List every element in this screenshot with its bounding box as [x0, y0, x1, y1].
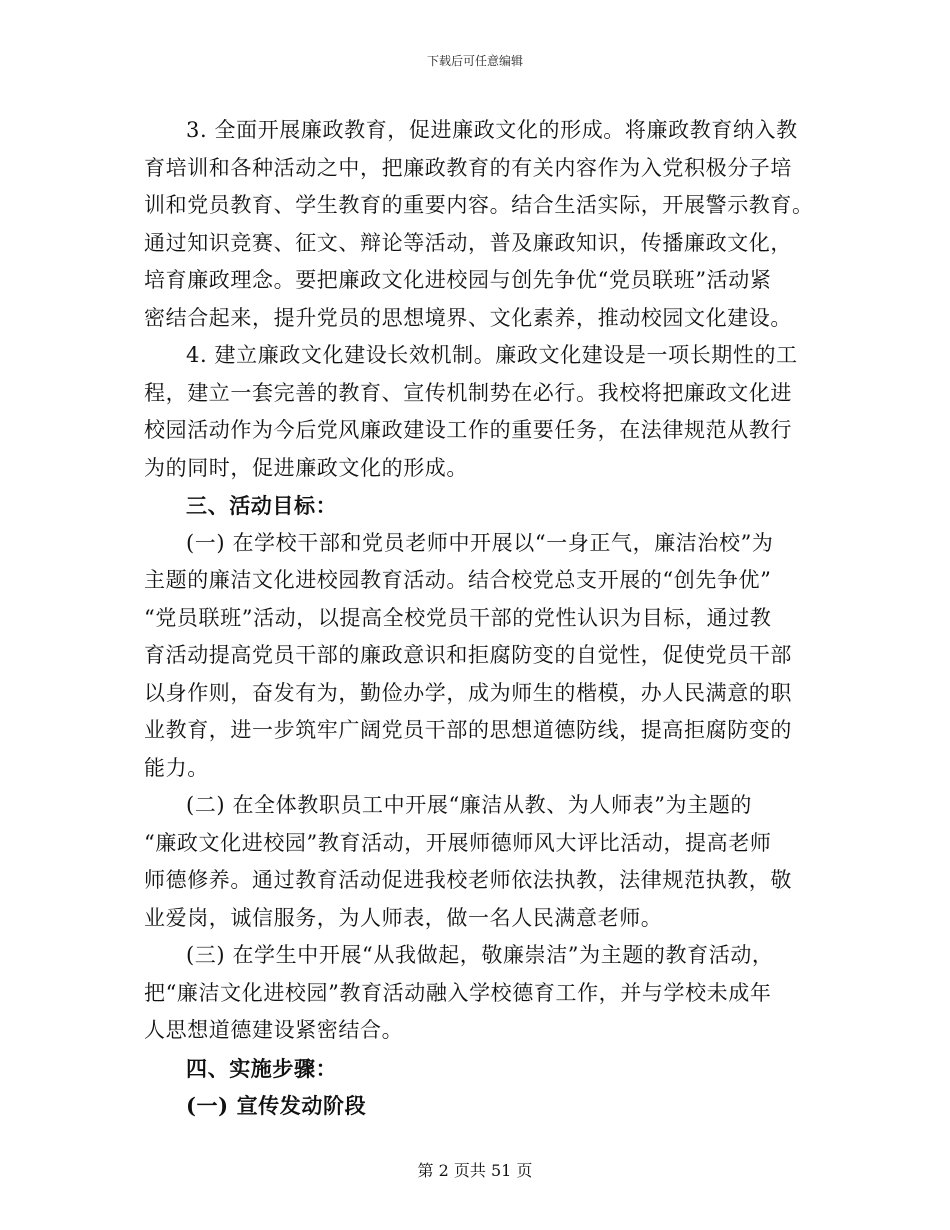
text-line: 师德修养。通过教育活动促进我校老师依法执教，法律规范执教，敬: [144, 868, 792, 892]
text-line: 主题的廉洁文化进校园教育活动。结合校党总支开展的“创先争优”: [144, 568, 772, 592]
subsection-heading: (一) 宣传发动阶段: [186, 1093, 367, 1118]
text-line: “党员联班”活动，以提高全校党员干部的党性认识为目标，通过教: [144, 605, 772, 630]
text-line: 业爱岗，诚信服务，为人师表，做一名人民满意老师。: [144, 905, 663, 930]
text-line: 人思想道德建设紧密结合。: [144, 1018, 404, 1042]
text-line: (一) 在学校干部和党员老师中开展以“一身正气，廉洁治校”为: [186, 530, 774, 555]
text-line: 把“廉洁文化进校园”教育活动融入学校德育工作，并与学校未成年: [144, 980, 772, 1005]
text-line: 通过知识竞赛、征文、辩论等活动，普及廉政知识，传播廉政文化，: [144, 230, 792, 255]
text-line: (二) 在全体教职员工中开展“廉洁从教、为人师表”为主题的: [186, 793, 752, 817]
text-line: 程，建立一套完善的教育、宣传机制势在必行。我校将把廉政文化进: [144, 380, 792, 405]
text-line: 培育廉政理念。要把廉政文化进校园与创先争优“党员联班”活动紧: [144, 268, 772, 292]
text-line: 育培训和各种活动之中，把廉政教育的有关内容作为入党积极分子培: [144, 155, 792, 180]
text-line: 3. 全面开展廉政教育，促进廉政文化的形成。将廉政教育纳入教: [186, 118, 798, 142]
page-header: 下载后可任意编辑: [426, 54, 523, 68]
text-line: 能力。: [144, 755, 209, 780]
section-heading: 三、活动目标：: [186, 493, 338, 518]
text-line: 以身作则，奋发有为，勤俭办学，成为师生的楷模，办人民满意的职: [144, 680, 792, 705]
text-line: 密结合起来，提升党员的思想境界、文化素养，推动校园文化建设。: [144, 305, 792, 330]
text-line: 训和党员教育、学生教育的重要内容。结合生活实际，开展警示教育。: [144, 193, 814, 217]
text-line: 育活动提高党员干部的廉政意识和拒腐防变的自觉性，促使党员干部: [144, 643, 792, 667]
section-heading: 四、实施步骤：: [186, 1055, 338, 1081]
text-line: 为的同时，促进廉政文化的形成。: [144, 455, 468, 480]
page-footer: 第 2 页共 51 页: [417, 1161, 533, 1180]
text-line: 业教育，进一步筑牢广阔党员干部的思想道德防线，提高拒腐防变的: [144, 718, 792, 742]
text-line: 4. 建立廉政文化建设长效机制。廉政文化建设是一项长期性的工: [186, 343, 798, 367]
document-body: [144, 112, 814, 1125]
text-line: (三) 在学生中开展“从我做起，敬廉崇洁”为主题的教育活动，: [186, 943, 774, 967]
text-line: “廉政文化进校园”教育活动，开展师德师风大评比活动，提高老师: [144, 830, 772, 855]
text-line: 校园活动作为今后党风廉政建设工作的重要任务，在法律规范从教行: [144, 418, 792, 442]
